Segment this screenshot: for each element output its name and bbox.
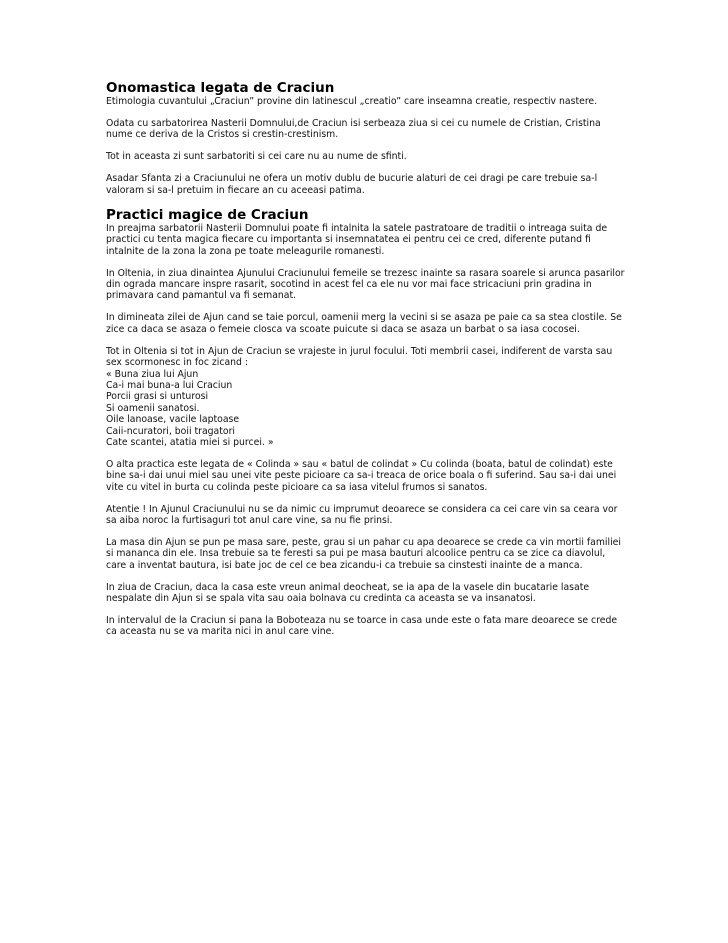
paragraph: O alta practica este legata de « Colinda » sau « batul de colindat » Cu colinda (boata, batul de colindat) este bine sa-i dai unui miel sau unei vite peste picioare ca sa-i treaca de orice boala o fi suferind. Sau sa-i dai unei vite cu vitel in burta cu colinda peste picioare ca sa iasa vitelul frumos si sanatos. [106, 458, 617, 493]
paragraph: Tot in aceasta zi sunt sarbatoriti si cei care nu au nume de sfinti. [106, 151, 407, 163]
poem-line: Si oamenii sanatosi. [106, 402, 200, 414]
paragraph: In Oltenia, in ziua dinaintea Ajunului Craciunului femeile se trezesc inainte sa rasara soarele si arunca pasarilor din ograda mancare inspre rasarit, socotind in acest fel ca ele nu vor mai face stricaciuni prin gradina in primavara cand pamantul va fi semanat. [106, 267, 625, 302]
paragraph: La masa din Ajun se pun pe masa sare, peste, grau si un pahar cu apa deoarece se crede ca vin mortii familiei si mananca din ele. Insa trebuie sa te feresti sa pui pe masa bauturi alcoolice pentru ca se zice ca diavolul, care a inventat bautura, isi bate joc de cel ce bea zicandu-i ca trebuie sa cinstesti inainte de a manca. [106, 536, 621, 571]
paragraph: Atentie ! In Ajunul Craciunului nu se da nimic cu imprumut deoarece se considera ca cei care vin sa ceara vor sa aiba noroc la furtisaguri tot anul care vine, sa nu fie prinsi. [106, 503, 618, 526]
poem-paragraph [106, 346, 626, 449]
paragraph: Etimologia cuvantului „Craciun” provine din latinescul „creatio” care inseamna creatie, respectiv nastere. [106, 96, 598, 107]
paragraph: Odata cu sarbatorirea Nasterii Domnului,de Craciun isi serbeaza ziua si cei cu numele de Cristian, Cristina nume ce deriva de la Cristos si crestin-crestinism. [106, 117, 601, 141]
paragraph: In dimineata zilei de Ajun cand se taie porcul, oamenii merg la vecini si se asaza pe paie ca sa stea clostile. Se zice ca daca se asaza o femeie closca va scoate puicute si daca se asaza un barbat o sa iasa cocosei. [106, 312, 622, 335]
poem-line: Cate scantei, atatia miei si purcei. » [106, 436, 274, 448]
paragraph: In preajma sarbatorii Nasterii Domnului poate fi intalnita la satele pastratoare de traditii o intreaga suita de practici cu tenta magica fiecare cu importanta si insemnatatea ei pentru cei ce cred, diferente putand fi intalnite de la zona la zona pe toate meleagurile romanesti. [106, 222, 608, 257]
paragraph: In ziua de Craciun, daca la casa este vreun animal deocheat, se ia apa de la vasele din bucatarie lasate nespalate din Ajun si se spala vita sau oaia bolnava cu credinta ca aceasta se va insanatosi. [106, 581, 590, 604]
poem-line: Ca-i mai buna-a lui Craciun [106, 379, 233, 391]
poem-line: Caii-ncuratori, boii tragatori [106, 425, 235, 437]
poem-line: « Buna ziua lui Ajun [106, 368, 199, 380]
poem-line: Porcii grasi si unturosi [106, 391, 209, 403]
section-title-onomastica: Onomastica legata de Craciun [106, 80, 335, 96]
paragraph: Asadar Sfanta zi a Craciunului ne ofera un motiv dublu de bucurie alaturi de cei dragi pe care trebuie sa-l valoram si sa-l pretuim in fiecare an cu aceeasi patima. [106, 173, 598, 196]
document-page [106, 80, 626, 648]
paragraph: In intervalul de la Craciun si pana la Boboteaza nu se toarce in casa unde este o fata mare deoarece se crede ca aceasta nu se va marita nici in anul care vine. [106, 614, 618, 638]
section-title-practici: Practici magice de Craciun [106, 206, 309, 223]
poem-line: Oile lanoase, vacile laptoase [106, 414, 240, 426]
poem-intro: Tot in Oltenia si tot in Ajun de Craciun se vrajeste in jurul focului. Toti membrii casei, indiferent de varsta sau sex scormonesc in foc zicand : [106, 345, 613, 369]
